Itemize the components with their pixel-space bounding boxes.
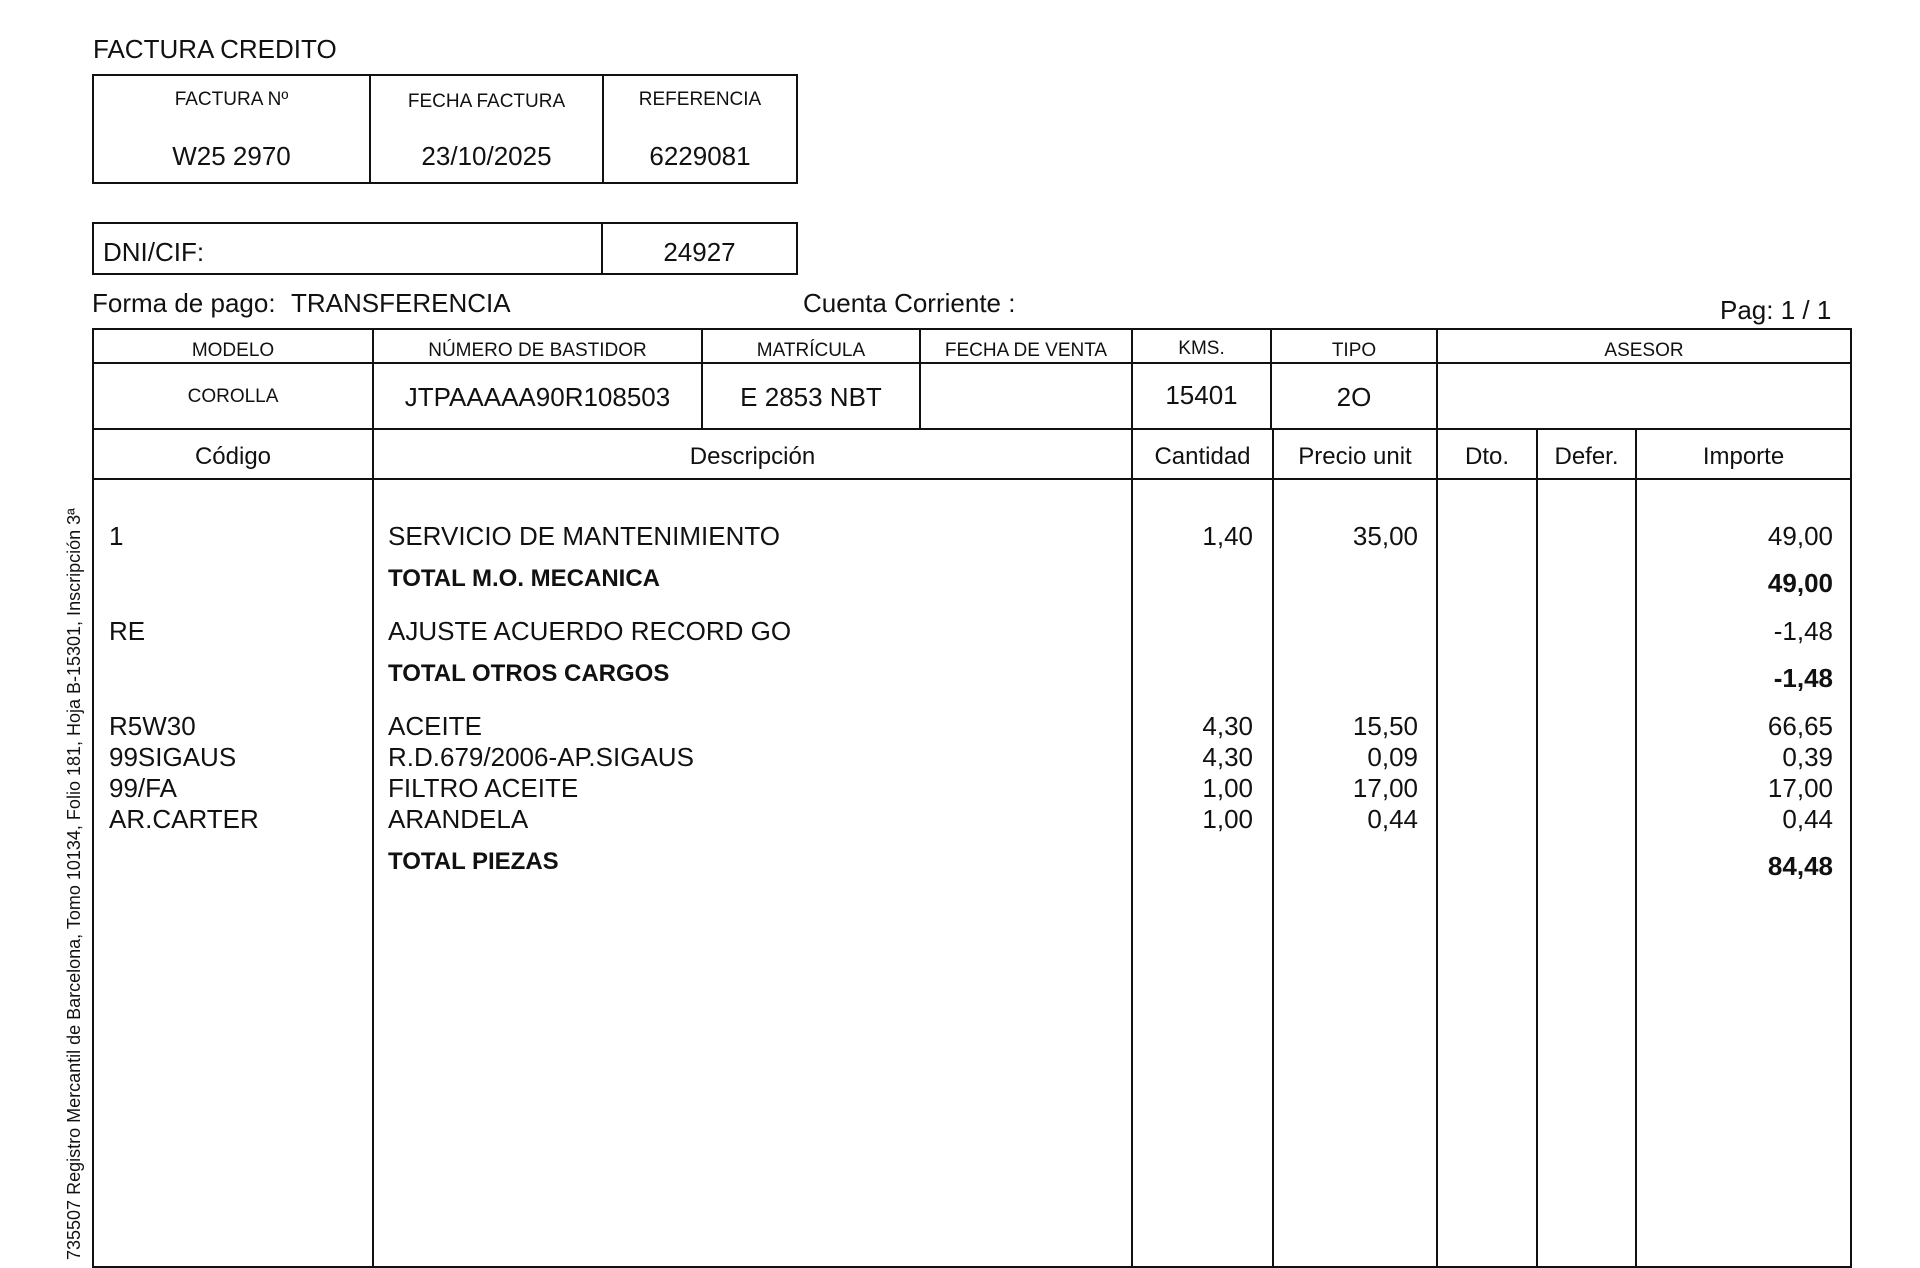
line-amount: 17,00 bbox=[1767, 773, 1833, 803]
deferred-header: Defer. bbox=[1554, 443, 1619, 470]
advisor-header: ASESOR bbox=[1604, 340, 1684, 361]
kms-value: 15401 bbox=[1165, 380, 1238, 410]
line-amount: 0,39 bbox=[1782, 742, 1833, 772]
model-value: COROLLA bbox=[187, 386, 279, 407]
line-description: AJUSTE ACUERDO RECORD GO bbox=[388, 616, 792, 646]
line-unit-price: 15,50 bbox=[1352, 711, 1418, 741]
payment-method-value: TRANSFERENCIA bbox=[291, 288, 511, 318]
line-total-description: TOTAL OTROS CARGOS bbox=[388, 660, 670, 687]
payment-method-label: Forma de pago: bbox=[92, 288, 276, 318]
line-total-description: TOTAL M.O. MECANICA bbox=[388, 565, 660, 592]
vin-value: JTPAAAAA90R108503 bbox=[404, 382, 671, 412]
line-quantity: 4,30 bbox=[1202, 742, 1253, 772]
line-description: ARANDELA bbox=[388, 804, 529, 834]
model-header: MODELO bbox=[191, 340, 275, 361]
line-quantity: 1,00 bbox=[1202, 773, 1253, 803]
divider bbox=[372, 428, 374, 1268]
plate-value: E 2853 NBT bbox=[740, 382, 882, 412]
divider bbox=[92, 478, 1852, 480]
line-code: RE bbox=[109, 616, 146, 646]
line-total-amount: 49,00 bbox=[1767, 568, 1833, 598]
divider bbox=[1272, 428, 1274, 1268]
sale-date-header: FECHA DE VENTA bbox=[944, 340, 1108, 361]
invoice-number-label: FACTURA Nº bbox=[174, 89, 289, 110]
line-amount: 49,00 bbox=[1767, 521, 1833, 551]
page-indicator: Pag: 1 / 1 bbox=[1720, 295, 1832, 325]
divider bbox=[1635, 428, 1637, 1268]
description-header: Descripción bbox=[689, 443, 816, 470]
divider bbox=[92, 362, 1852, 364]
reference-value: 6229081 bbox=[649, 141, 751, 171]
registry-text: 735507 Registro Mercantil de Barcelona, Tomo 10134, Folio 181, Hoja B-15301, Inscripción 3ª bbox=[64, 508, 84, 1260]
invoice-date-label: FECHA FACTURA bbox=[407, 91, 566, 112]
code-header: Código bbox=[194, 443, 272, 470]
line-code: 99/FA bbox=[109, 773, 177, 803]
line-code: 1 bbox=[109, 521, 124, 551]
divider bbox=[1131, 428, 1133, 1268]
line-unit-price: 0,09 bbox=[1367, 742, 1418, 772]
kms-header: KMS. bbox=[1178, 338, 1225, 359]
line-description: ACEITE bbox=[388, 711, 482, 741]
line-code: 99SIGAUS bbox=[109, 742, 237, 772]
divider bbox=[1436, 428, 1438, 1268]
line-description: R.D.679/2006-AP.SIGAUS bbox=[388, 742, 694, 772]
current-account-label: Cuenta Corriente : bbox=[803, 288, 1016, 318]
line-total-description: TOTAL PIEZAS bbox=[388, 848, 559, 875]
line-amount: -1,48 bbox=[1773, 616, 1833, 646]
line-quantity: 1,40 bbox=[1202, 521, 1253, 551]
plate-header: MATRÍCULA bbox=[756, 340, 866, 361]
line-unit-price: 17,00 bbox=[1352, 773, 1418, 803]
invoice-number-value: W25 2970 bbox=[172, 141, 291, 171]
line-unit-price: 0,44 bbox=[1367, 804, 1418, 834]
discount-header: Dto. bbox=[1464, 443, 1509, 470]
line-description: SERVICIO DE MANTENIMIENTO bbox=[388, 521, 780, 551]
line-quantity: 4,30 bbox=[1202, 711, 1253, 741]
line-description: FILTRO ACEITE bbox=[388, 773, 579, 803]
line-total-amount: -1,48 bbox=[1773, 663, 1833, 693]
line-amount: 66,65 bbox=[1767, 711, 1833, 741]
quantity-header: Cantidad bbox=[1154, 443, 1251, 470]
dni-label: DNI/CIF: bbox=[103, 237, 205, 267]
invoice-date-value: 23/10/2025 bbox=[421, 141, 552, 171]
type-value: 2O bbox=[1336, 382, 1372, 412]
line-code: AR.CARTER bbox=[109, 804, 259, 834]
line-code: R5W30 bbox=[109, 711, 196, 741]
line-quantity: 1,00 bbox=[1202, 804, 1253, 834]
dni-value: 24927 bbox=[663, 237, 736, 267]
reference-label: REFERENCIA bbox=[638, 89, 762, 110]
amount-header: Importe bbox=[1702, 443, 1785, 470]
divider bbox=[1536, 428, 1538, 1268]
line-total-amount: 84,48 bbox=[1767, 851, 1833, 881]
vin-header: NÚMERO DE BASTIDOR bbox=[428, 340, 647, 361]
line-amount: 0,44 bbox=[1782, 804, 1833, 834]
line-unit-price: 35,00 bbox=[1352, 521, 1418, 551]
divider bbox=[92, 428, 1852, 430]
type-header: TIPO bbox=[1331, 340, 1377, 361]
unit-price-header: Precio unit bbox=[1298, 443, 1412, 470]
document-title: FACTURA CREDITO bbox=[93, 34, 337, 64]
